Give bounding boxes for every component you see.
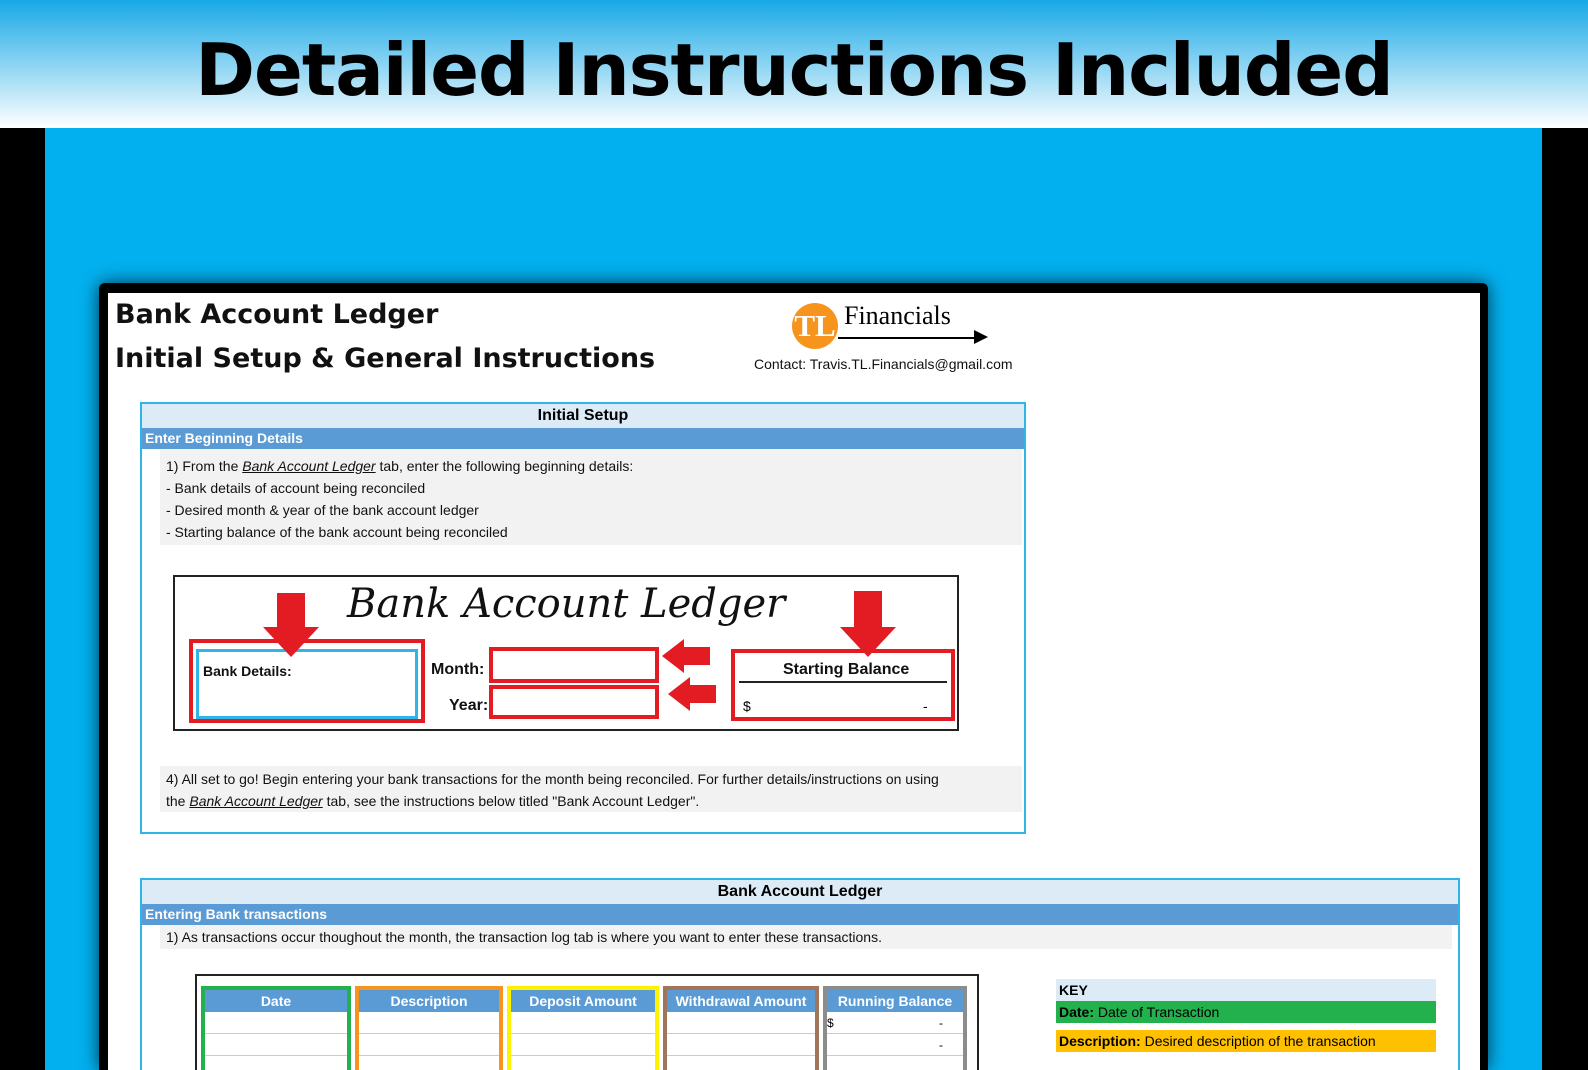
month-highlight [489, 647, 659, 683]
logo-icon: TL [792, 303, 838, 349]
step1-pre: 1) From the [166, 458, 243, 474]
balance-divider [739, 681, 947, 683]
ledger-table-illustration [195, 974, 979, 1070]
rb-currency: $ [827, 1016, 834, 1030]
step4-pre: the [166, 793, 190, 809]
initial-setup-panel [140, 402, 1026, 834]
step1-instructions [160, 449, 1022, 545]
bank-details-box [196, 649, 418, 719]
bank-details-label: Bank Details: [203, 663, 292, 679]
rb-value: - [939, 1016, 943, 1030]
sheet-subtitle: Initial Setup & General Instructions [115, 343, 656, 374]
withdrawal-column [663, 986, 819, 1070]
enter-beginning-details-header: Enter Beginning Details [142, 428, 1024, 449]
deposit-column-header: Deposit Amount [511, 990, 655, 1012]
description-column-header: Description [359, 990, 499, 1012]
step1-post: tab, enter the following beginning details: [375, 458, 634, 474]
key-title: KEY [1056, 979, 1436, 1001]
withdrawal-column-header: Withdrawal Amount [667, 990, 815, 1012]
step1-link: Bank Account Ledger [242, 458, 376, 474]
arrow-left-icon [662, 639, 712, 673]
initial-setup-header: Initial Setup [142, 404, 1024, 428]
logo-name: Financials [844, 301, 951, 330]
bullet: - Bank details of account being reconciled [166, 480, 426, 496]
entering-transactions-header: Entering Bank transactions [142, 904, 1458, 925]
banner-title: Detailed Instructions Included [195, 28, 1393, 112]
arrow-left-icon [668, 677, 718, 711]
step4-post: tab, see the instructions below titled "Bank Account Ledger". [322, 793, 700, 809]
logo-arrow-icon [838, 337, 978, 339]
key-desc: Date of Transaction [1094, 1004, 1220, 1020]
bullet: - Starting balance of the bank account being reconciled [166, 524, 508, 540]
date-column-header: Date [205, 990, 347, 1012]
spreadsheet-screenshot [108, 293, 1480, 1070]
running-balance-column-header: Running Balance [827, 990, 963, 1012]
ledger-header-illustration [173, 575, 959, 731]
key-term: Description: [1059, 1033, 1141, 1049]
illustration-title: Bank Account Ledger [347, 581, 786, 627]
month-label: Month: [431, 661, 485, 678]
balance-value: - [923, 698, 928, 714]
balance-currency: $ [743, 698, 751, 714]
step1-text [166, 455, 1022, 477]
arrow-down-icon [840, 591, 896, 657]
ledger-header: Bank Account Ledger [142, 880, 1458, 904]
starting-balance-label: Starting Balance [783, 661, 910, 678]
date-column [201, 986, 351, 1070]
key-item-date [1056, 1001, 1436, 1023]
deposit-column [507, 986, 659, 1070]
logo-arrowhead-icon [974, 330, 988, 344]
starting-balance-highlight [731, 649, 955, 721]
contact-email: Contact: Travis.TL.Financials@gmail.com [754, 356, 1013, 372]
step4-link: Bank Account Ledger [189, 793, 323, 809]
key-term: Date: [1059, 1004, 1095, 1020]
key-item-description [1056, 1030, 1436, 1052]
arrow-down-icon [263, 593, 319, 657]
ledger-step1: 1) As transactions occur thoughout the month, the transaction log tab is where you want to enter these transactions. [160, 925, 1452, 949]
bullet: - Desired month & year of the bank account ledger [166, 502, 479, 518]
description-column [355, 986, 503, 1070]
key-desc: Desired description of the transaction [1140, 1033, 1376, 1049]
running-balance-column [823, 986, 967, 1070]
step4-line2 [166, 790, 1022, 812]
sheet-title: Bank Account Ledger [115, 299, 439, 330]
year-highlight [489, 685, 659, 719]
key-legend [1056, 979, 1436, 1059]
rb-value: - [939, 1038, 943, 1052]
step4-line1: 4) All set to go! Begin entering your bank transactions for the month being reconciled. For further details/instructions on using [166, 771, 939, 787]
year-label: Year: [449, 697, 489, 714]
banner [0, 0, 1588, 128]
step4-instructions [160, 766, 1022, 812]
